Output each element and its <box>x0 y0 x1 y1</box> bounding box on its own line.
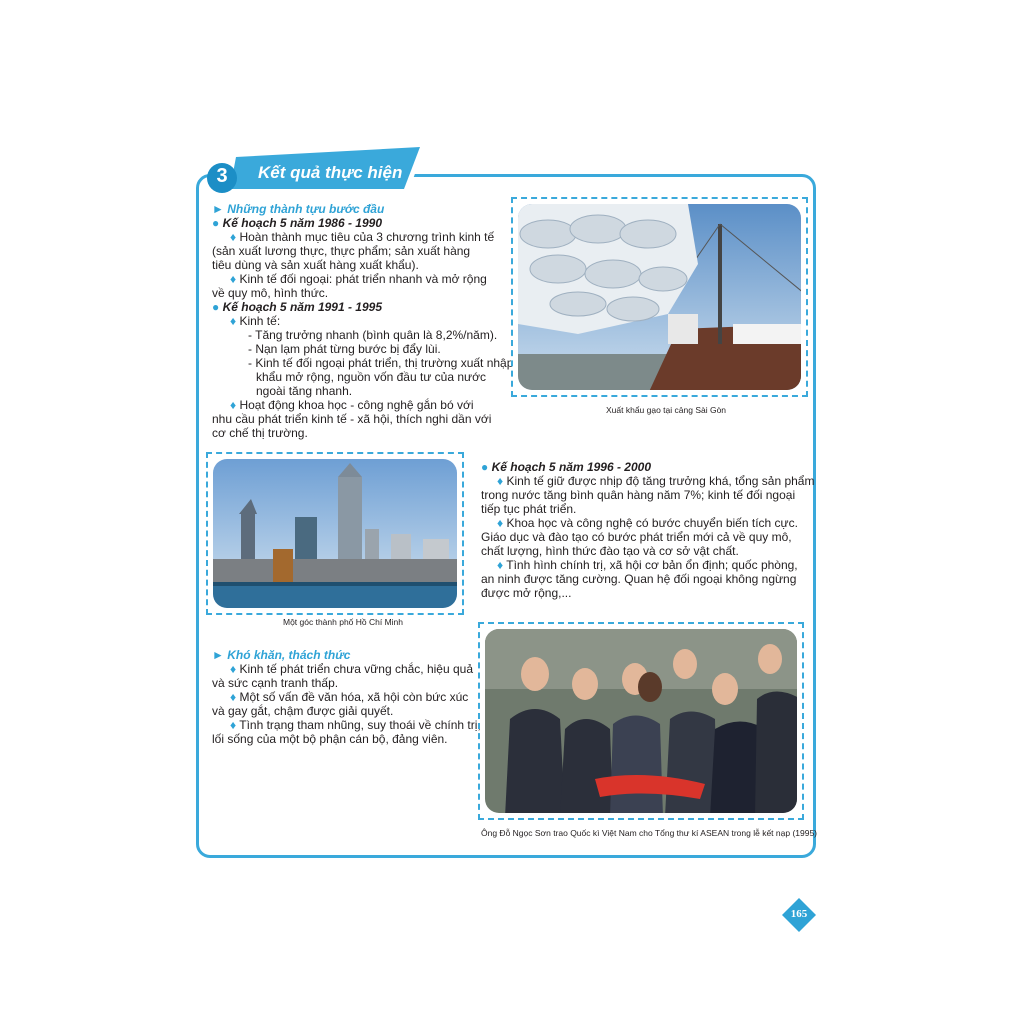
text-line: ♦ Kinh tế: <box>230 314 281 328</box>
text-line: ♦ Hoạt động khoa học - công nghệ gắn bó với <box>230 398 474 412</box>
section-number: 3 <box>216 165 228 187</box>
text-line: - Kinh tế đối ngoại phát triển, thị trường xuất nhập <box>248 356 514 370</box>
text-line: lối sống của một bộ phận cán bộ, đảng viên. <box>212 732 448 746</box>
challenges-heading: ► Khó khăn, thách thức <box>212 648 351 662</box>
text-line: trong nước tăng bình quân hàng năm 7%; kinh tế đối ngoại <box>481 488 796 502</box>
caption-asean-ceremony: Ông Đỗ Ngọc Sơn trao Quốc kì Việt Nam cho Tổng thư kí ASEAN trong lễ kết nạp (1995) <box>481 828 818 838</box>
bullet-glyph: ♦ <box>230 230 237 244</box>
text-line: (sản xuất lương thực, thực phẩm; sản xuất hàng <box>212 244 471 258</box>
asean-ceremony-image <box>485 629 797 813</box>
text-line: an ninh được tăng cường. Quan hệ đối ngoại không ngừng <box>481 572 797 586</box>
text-line: và sức cạnh tranh thấp. <box>212 676 339 690</box>
text-line: chất lượng, hình thức đào tạo và cơ sở vật chất. <box>481 544 739 558</box>
text-line: ♦ Khoa học và công nghệ có bước chuyển biến tích cực. <box>497 516 798 530</box>
page-number: 165 <box>790 908 808 920</box>
text-line: cơ chế thị trường. <box>212 426 308 440</box>
bullet-glyph: ● <box>212 216 220 230</box>
text-line: ♦ Tình trạng tham nhũng, suy thoái về chính trị, <box>230 718 481 732</box>
text-line: về quy mô, hình thức. <box>212 286 329 300</box>
bullet-glyph: ● <box>481 460 489 474</box>
bullet-glyph: ♦ <box>230 662 237 676</box>
text-line: - Tăng trưởng nhanh (bình quân là 8,2%/năm). <box>248 328 498 342</box>
bullet-glyph: ► <box>212 202 224 216</box>
achievements-heading: ► Những thành tựu bước đầu <box>212 202 385 216</box>
text-line: ♦ Một số vấn đề văn hóa, xã hội còn bức xúc <box>230 690 469 704</box>
city-image <box>213 459 457 608</box>
text-line: nhu cầu phát triển kinh tế - xã hội, thích nghi dần với <box>212 412 492 426</box>
text-line: - Nạn lạm phát từng bước bị đẩy lùi. <box>248 342 441 356</box>
photo-hcm-city <box>206 452 464 615</box>
text-line: tiêu dùng và sản xuất hàng xuất khẩu). <box>212 258 419 272</box>
text-line: và gay gắt, chậm được giải quyết. <box>212 704 394 718</box>
section-title: Kết quả thực hiện <box>258 163 403 182</box>
bullet-glyph: ♦ <box>230 718 237 732</box>
section-banner <box>226 143 426 197</box>
caption-rice-export: Xuất khẩu gạo tại cảng Sài Gòn <box>606 405 727 415</box>
text-line: Giáo dục và đào tạo có bước phát triển mới cả về quy mô, <box>481 530 792 544</box>
text-line: ♦ Tình hình chính trị, xã hội cơ bản ổn định; quốc phòng, <box>497 558 798 572</box>
bullet-glyph: ♦ <box>230 398 237 412</box>
rice-export-image <box>518 204 801 390</box>
plan-1991-title: ● Kế hoạch 5 năm 1991 - 1995 <box>212 300 382 314</box>
bullet-glyph: ♦ <box>497 474 504 488</box>
text-line: ♦ Kinh tế đối ngoại: phát triển nhanh và mở rộng <box>230 272 487 286</box>
plan-1986-title: ● Kế hoạch 5 năm 1986 - 1990 <box>212 216 382 230</box>
caption-hcm-city: Một góc thành phố Hồ Chí Minh <box>283 617 404 627</box>
text-line: được mở rộng,... <box>481 586 572 600</box>
text-line: ngoài tăng nhanh. <box>256 384 353 398</box>
bullet-glyph: ♦ <box>230 272 237 286</box>
bullet-glyph: ► <box>212 648 224 662</box>
bullet-glyph: ♦ <box>230 314 237 328</box>
text-line: ♦ Hoàn thành mục tiêu của 3 chương trình kinh tế <box>230 230 495 244</box>
text-line: khẩu mở rộng, nguồn vốn đầu tư của nước <box>256 370 486 384</box>
plan-1996-title: ● Kế hoạch 5 năm 1996 - 2000 <box>481 460 651 474</box>
text-line: ♦ Kinh tế giữ được nhịp độ tăng trưởng khá, tổng sản phẩm <box>497 474 815 488</box>
page-number-badge <box>782 898 816 932</box>
bullet-glyph: ♦ <box>497 516 504 530</box>
photo-asean-ceremony <box>478 622 804 820</box>
bullet-glyph: ♦ <box>497 558 504 572</box>
photo-rice-export <box>511 197 808 397</box>
text-line: tiếp tục phát triển. <box>481 502 577 516</box>
bullet-glyph: ● <box>212 300 220 314</box>
text-line: ♦ Kinh tế phát triển chưa vững chắc, hiệu quả <box>230 662 474 676</box>
bullet-glyph: ♦ <box>230 690 237 704</box>
